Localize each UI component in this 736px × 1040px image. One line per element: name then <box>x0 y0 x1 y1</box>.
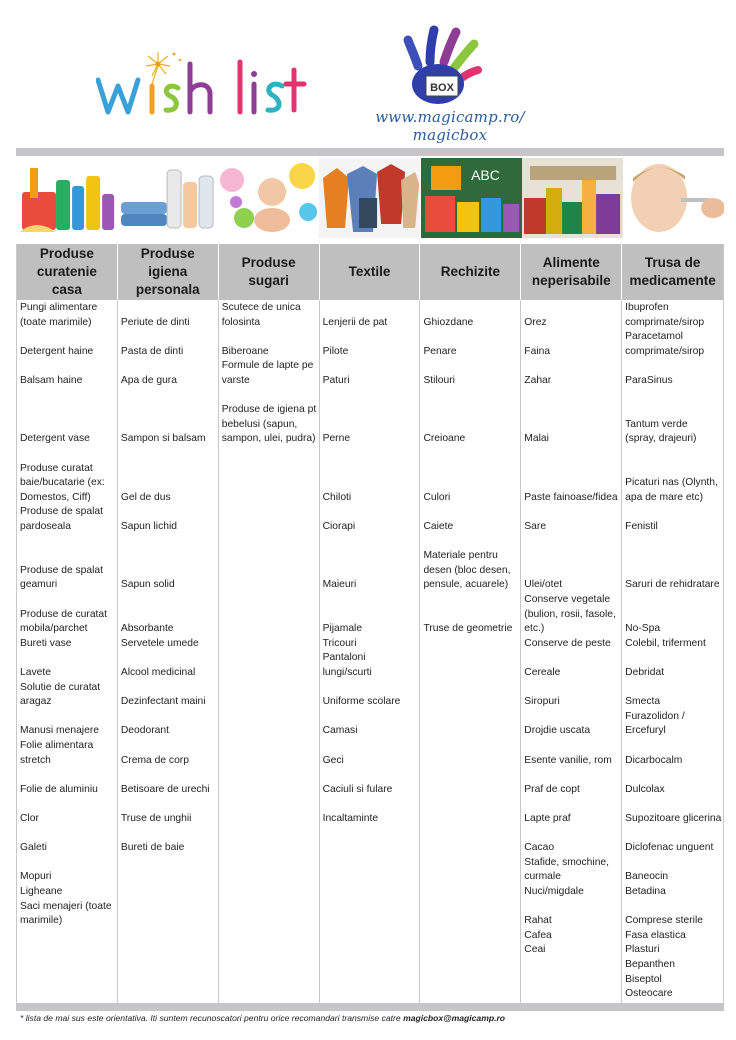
list-item: Colebil, triferment <box>625 637 706 649</box>
list-item: Bepanthen <box>625 959 675 970</box>
list-item: Gel de dus <box>120 491 171 503</box>
list-item: Cacao <box>524 842 555 854</box>
column-header: Textile <box>320 244 421 300</box>
list-item: Picaturi nas (Olynth, apa de mare etc) <box>625 477 718 503</box>
hygiene-products-photo <box>117 158 218 238</box>
list-item: Smecta <box>625 696 661 708</box>
list-item: Culori <box>423 491 451 503</box>
list-item: Dulcolax <box>625 783 665 795</box>
list-item: Pasta de dinti <box>120 345 184 357</box>
column-header: Trusa de medicamente <box>629 255 716 288</box>
table-column <box>521 300 622 1003</box>
table-column <box>219 300 320 1003</box>
list-item: Clor <box>20 813 39 824</box>
list-item: Fasa elastica <box>625 929 686 941</box>
list-item: Dicarbocalm <box>625 754 683 766</box>
list-item: Maieuri <box>322 579 357 591</box>
list-item: Paste fainoase/fidea <box>524 491 618 503</box>
list-item: Incaltaminte <box>322 813 379 824</box>
table-body <box>17 300 723 1003</box>
list-item: Lapte praf <box>524 813 571 824</box>
list-item: Saruri de rehidratare <box>625 579 720 591</box>
list-item: Diclofenac unguent <box>625 842 714 854</box>
footnote-text: * lista de mai sus este orientativa. Iti suntem recunoscatori pentru orice recomandari transmise catre <box>20 1013 404 1023</box>
groceries-photo <box>522 158 623 238</box>
list-item: Stilouri <box>423 375 455 386</box>
list-item: Lavete <box>20 667 51 678</box>
list-item: Comprese sterile <box>625 915 703 927</box>
list-item: Praf de copt <box>524 783 580 795</box>
list-item: Debridat <box>625 667 665 678</box>
table-column <box>622 300 723 1003</box>
list-item: Chiloti <box>322 491 352 503</box>
textiles-photo <box>319 158 420 238</box>
list-item: Betisoare de urechi <box>120 783 210 795</box>
list-item: Detergent vase <box>20 433 90 445</box>
photo-strip <box>16 158 724 238</box>
list-item: Pungi alimentare (toate marimile) <box>20 302 98 328</box>
list-item: Tantum verde (spray, drajeuri) <box>625 418 697 445</box>
list-item: Bureti vase <box>20 637 72 649</box>
list-item: Truse de geometrie <box>423 623 513 635</box>
list-item: Servetele umede <box>120 637 199 649</box>
list-item: Faina <box>524 345 551 357</box>
bottom-divider-bar <box>16 1003 724 1011</box>
list-item: Orez <box>524 316 547 328</box>
child-medicine-photo <box>623 158 724 238</box>
list-item: Scutece de unica folosinta <box>221 302 301 328</box>
list-item: Crema de corp <box>120 754 189 766</box>
list-item: Galeti <box>20 842 47 854</box>
list-item: Tricouri <box>322 637 357 649</box>
table-column <box>420 300 521 1003</box>
list-item: Detergent haine <box>20 345 94 357</box>
list-item: Produse de spalat pardoseala <box>20 506 104 532</box>
list-item: Lenjerii de pat <box>322 316 388 328</box>
list-item: Ceai <box>524 944 546 956</box>
list-item: Supozitoare glicerina <box>625 813 722 824</box>
table-header-row <box>17 244 723 300</box>
list-item: Penare <box>423 345 457 357</box>
list-item: Baneocin <box>625 871 669 883</box>
list-item: Produse de igiena pt bebelusi (sapun, sampon, ulei, pudra) <box>221 404 317 445</box>
list-item: Camasi <box>322 725 358 737</box>
list-item: Balsam haine <box>20 375 83 386</box>
list-item: Produse de spalat geamuri <box>20 564 104 591</box>
svg-text:ABC: ABC <box>470 167 500 183</box>
hand-logo-icon <box>340 22 560 108</box>
list-item: Stafide, smochine, curmale <box>524 856 610 883</box>
list-item: Conserve vegetale (bulion, rosii, fasole, etc.) <box>524 594 616 635</box>
list-item: Fenistil <box>625 521 658 532</box>
list-item: Sapun solid <box>120 579 175 591</box>
list-item: Biseptol <box>625 973 662 985</box>
list-item: Apa de gura <box>120 375 177 386</box>
wish-list-table <box>16 244 724 1003</box>
wish-list-logo <box>96 50 311 120</box>
table-column <box>320 300 421 1003</box>
list-item: Pilote <box>322 345 349 357</box>
list-item: Biberoane <box>221 345 269 357</box>
brand-url[interactable]: www.magicamp.ro/ magicbox <box>375 108 525 144</box>
list-item: Formule de lapte pe varste <box>221 360 314 386</box>
list-item: Osteocare <box>625 988 673 1000</box>
list-item: Ciorapi <box>322 521 356 532</box>
brand-box-label: BOX <box>430 82 454 94</box>
footnote-email[interactable]: magicbox@magicamp.ro <box>403 1013 506 1023</box>
list-item: Caiete <box>423 521 454 532</box>
column-header: Alimente neperisabile <box>521 244 622 300</box>
list-item: Cafea <box>524 929 552 941</box>
list-item: Perne <box>322 433 351 445</box>
list-item: Caciuli si fulare <box>322 783 393 795</box>
list-item: Geci <box>322 754 344 766</box>
footnote <box>20 1013 720 1023</box>
list-item: Ibuprofen comprimate/sirop Paracetamol comprimate/sirop <box>625 302 705 357</box>
list-item: Paturi <box>322 375 350 386</box>
list-item: Dezinfectant maini <box>120 696 206 708</box>
column-header: Produse sugari <box>219 244 320 300</box>
list-item: Zahar <box>524 375 552 386</box>
table-column <box>17 300 118 1003</box>
list-item: Uniforme scolare <box>322 696 401 708</box>
list-item: Plasturi <box>625 944 660 956</box>
list-item: Pantaloni lungi/scurti <box>322 652 372 678</box>
column-header: Produse igiena personala <box>118 244 219 300</box>
list-item: Absorbante <box>120 623 174 635</box>
list-item: Esente vanilie, rom <box>524 754 612 766</box>
list-item: Pijamale <box>322 623 363 635</box>
table-column <box>118 300 219 1003</box>
list-item: Rahat <box>524 915 552 927</box>
list-item: Ligheane <box>20 886 63 897</box>
list-item: Saci menajeri (toate marimile) <box>20 900 112 927</box>
list-item: No-Spa <box>625 623 661 635</box>
list-item: Bureti de baie <box>120 842 185 854</box>
list-item: Furazolidon / Ercefuryl <box>625 710 685 737</box>
list-item: Cereale <box>524 667 561 678</box>
school-supplies-photo <box>421 158 522 238</box>
list-item: Periute de dinti <box>120 316 190 328</box>
list-item: Mopuri <box>20 871 52 883</box>
list-item: Betadina <box>625 886 666 897</box>
top-divider-bar <box>16 148 724 156</box>
list-item: Folie de aluminiu <box>20 783 98 795</box>
cleaning-products-photo <box>16 158 117 238</box>
list-item: Materiale pentru desen (bloc desen, pensule, acuarele) <box>423 550 511 591</box>
baby-photo <box>218 158 319 238</box>
page-header <box>0 0 736 145</box>
magicbox-brand <box>340 22 560 144</box>
list-item: Conserve de peste <box>524 637 611 649</box>
list-item: Malai <box>524 433 549 445</box>
list-item: Ulei/otet <box>524 579 563 591</box>
list-item: Drojdie uscata <box>524 725 591 737</box>
list-item: Siropuri <box>524 696 560 708</box>
list-item: Manusi menajere <box>20 725 99 737</box>
list-item: Solutie de curatat aragaz <box>20 681 101 708</box>
list-item: Deodorant <box>120 725 169 737</box>
list-item: Sare <box>524 521 547 532</box>
list-item: Sampon si balsam <box>120 433 206 445</box>
list-item: Sapun lichid <box>120 521 177 532</box>
list-item: Folie alimentara stretch <box>20 740 94 766</box>
list-item: ParaSinus <box>625 375 673 386</box>
list-item: Produse curatat baie/bucatarie (ex: Domestos, Ciff) <box>20 462 105 503</box>
list-item: Nuci/migdale <box>524 886 584 897</box>
list-item: Creioane <box>423 433 466 445</box>
list-item: Produse de curatat mobila/parchet <box>20 608 108 635</box>
column-header: Rechizite <box>420 244 521 300</box>
list-item: Alcool medicinal <box>120 667 196 678</box>
column-header: Produse curatenie casa <box>17 244 118 300</box>
list-item: Truse de unghii <box>120 813 192 824</box>
list-item: Ghiozdane <box>423 316 474 328</box>
